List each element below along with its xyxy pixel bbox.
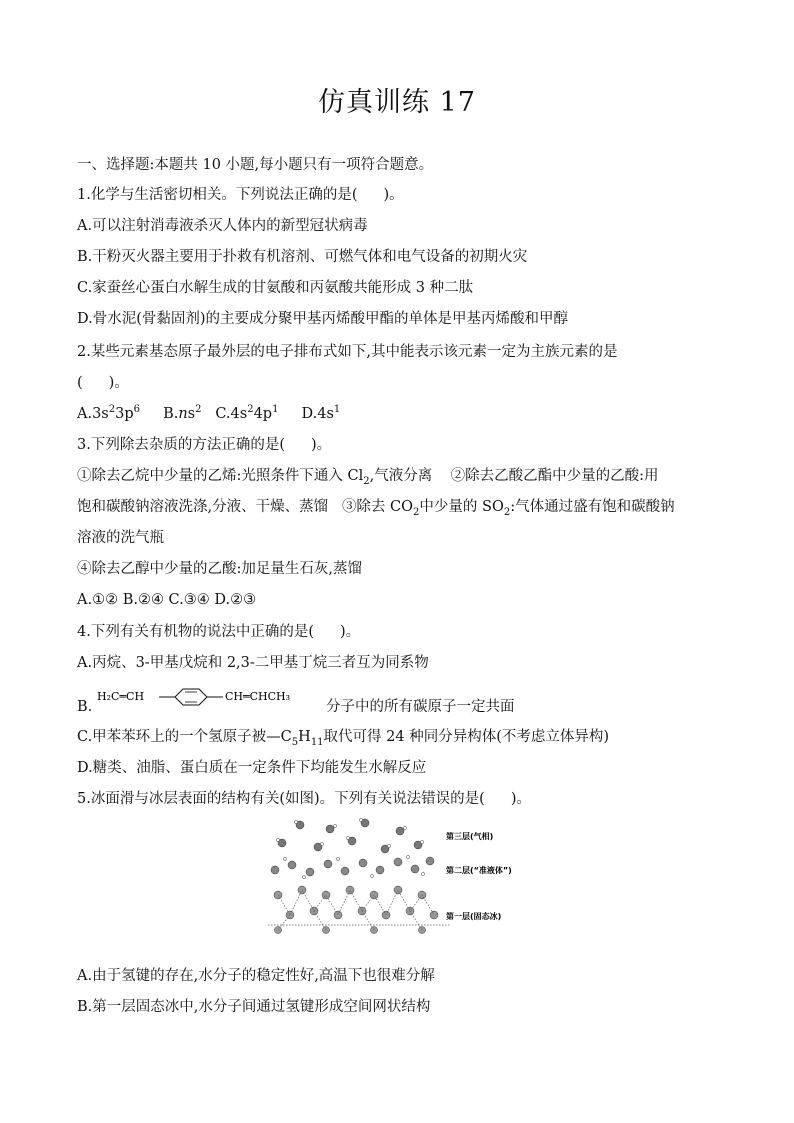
- q2-option-c: $C.4s^24p^1$: [215, 404, 279, 422]
- benzene-ring: [175, 689, 207, 705]
- q1-option-d: D.骨水泥(骨黏固剂)的主要成分聚甲基丙烯酸甲酯的单体是甲基丙烯酸和甲醇: [77, 311, 569, 327]
- q1-option-b: B.干粉灭火器主要用于扑救有机溶剂、可燃气体和电气设备的初期火灾: [77, 249, 528, 265]
- page-title: 仿真训练 17: [318, 87, 476, 118]
- layer-two-quasi-liquid: [271, 855, 434, 878]
- q2-option-d: $D.4s^1$: [301, 404, 341, 422]
- q3-line-3: 溶液的洗气瓶: [77, 530, 164, 546]
- q5-stem: [77, 789, 531, 809]
- q3-options: A.①② B.②④ C.③④ D.②③: [77, 592, 257, 608]
- q2-stem: 2.某些元素基态原子最外层的电子排布式如下,其中能表示该元素一定为主族元素的是: [77, 344, 618, 360]
- q4-option-b-label: B.: [77, 699, 93, 715]
- q5-stem-end: )。: [510, 791, 531, 807]
- q4-stem: [77, 622, 360, 642]
- q2-options: [77, 404, 340, 424]
- q3-stem-end: )。: [311, 437, 332, 453]
- ice-surface-diagram: [260, 815, 560, 940]
- layer-two-label: 第二层(“准液体”): [446, 866, 512, 875]
- q1-stem-text: 1.化学与生活密切相关。下列说法正确的是(: [77, 187, 358, 203]
- q2-paren-close: )。: [108, 375, 129, 391]
- q3-stem: [77, 435, 331, 455]
- q4-stem-end: )。: [340, 624, 361, 640]
- q1-option-a: A.可以注射消毒液杀灭人体内的新型冠状病毒: [77, 218, 368, 234]
- q1-option-c: C.家蚕丝心蛋白水解生成的甘氨酸和丙氨酸共能形成 3 种二肽: [77, 280, 474, 296]
- q3-line-1: ①除去乙烷中少量的乙烯:光照条件下通入 $Cl_2$,气液分离 ②除去乙酸乙酯中少量的乙酸:用: [77, 468, 659, 487]
- q2-option-b: $B.ns^2$: [163, 404, 202, 422]
- q2-option-a: $A.3s^23p^6$: [77, 404, 141, 422]
- structure-left-group: H₂C═CH: [97, 690, 145, 703]
- q4-stem-text: 4.下列有关有机物的说法中正确的是(: [77, 624, 314, 640]
- layer-three-gas: [276, 818, 423, 853]
- q3-line-2: 饱和碳酸钠溶液洗涤,分液、干燥、蒸馏 ③除去 $CO_2$中少量的 $SO_2$:气体通过盛有饱和碳酸钠: [77, 499, 675, 518]
- q4-option-a: A.丙烷、3-甲基戊烷和 2,3-二甲基丁烷三者互为同系物: [77, 655, 429, 671]
- styrene-structure: [97, 688, 322, 714]
- q1-stem: [77, 185, 404, 205]
- q5-stem-text: 5.冰面滑与冰层表面的结构有关(如图)。下列有关说法错误的是(: [77, 791, 485, 807]
- section-heading: 一、选择题:本题共 10 小题,每小题只有一项符合题意。: [77, 157, 434, 173]
- layer-one-label: 第一层(固态冰): [446, 912, 502, 921]
- q4-option-c: C.甲苯苯环上的一个氢原子被$—C_5H_{11}$取代可得 24 种同分异构体(不考虑立体异构): [77, 729, 610, 748]
- q4-option-b-text: 分子中的所有碳原子一定共面: [326, 699, 515, 715]
- q5-option-b: B.第一层固态冰中,水分子间通过氢键形成空间网状结构: [77, 999, 431, 1015]
- q4-option-d: D.糖类、油脂、蛋白质在一定条件下均能发生水解反应: [77, 760, 427, 776]
- q1-stem-end: )。: [383, 187, 404, 203]
- q3-stem-text: 3.下列除去杂质的方法正确的是(: [77, 437, 285, 453]
- q3-line-4: ④除去乙醇中少量的乙酸:加足量生石灰,蒸馏: [77, 561, 362, 577]
- structure-right-group: CH═CHCH₃: [225, 690, 291, 703]
- layer-three-label: 第三层(气相): [446, 832, 494, 841]
- q2-stem-paren: [77, 373, 129, 393]
- q5-option-a: A.由于氢键的存在,水分子的稳定性好,高温下也很难分解: [77, 968, 435, 984]
- q2-paren-open: (: [77, 375, 83, 391]
- layer-one-solid-ice: [274, 886, 438, 934]
